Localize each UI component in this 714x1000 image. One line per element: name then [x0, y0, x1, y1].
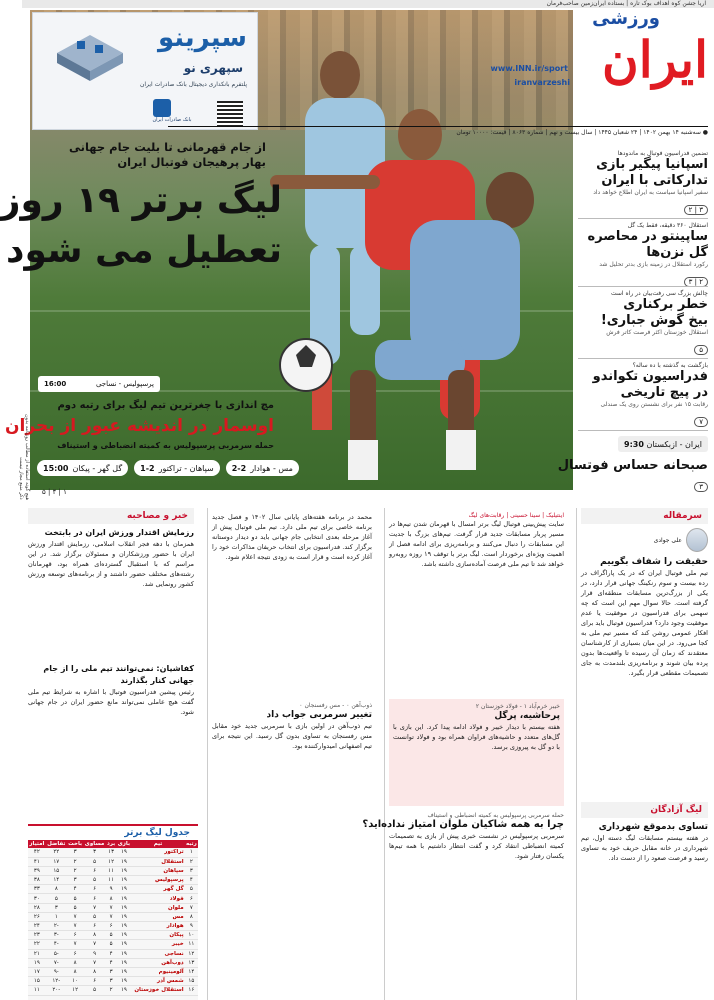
team-name: نساجی [131, 949, 184, 958]
table-row [28, 885, 198, 894]
story-dek: رکورد استقلال در زمینه بازی بدتر تحلیل شد [599, 261, 708, 268]
table-cell: ۹ [185, 922, 198, 931]
table-cell: ۸ [46, 885, 67, 894]
team-name: هوادار [131, 922, 184, 931]
league-header-cell: امتیاز [29, 841, 45, 847]
team-name: گل گهر [131, 885, 184, 894]
table-cell: -۲ [46, 922, 67, 931]
table-cell: -۳ [46, 931, 67, 940]
article-kicker: حمله سرمربی پرسپولیس به کمیته انضباطی و استیناف [427, 812, 564, 819]
team-name: ذوب‌آهن [131, 958, 184, 967]
table-cell: ۳۰ [28, 894, 46, 903]
second-dek: حمله سرمربی پرسپولیس به کمیته انضباطی و استیناف [57, 441, 274, 450]
author-name: علی جوادی [653, 536, 682, 544]
story-kicker: تضمین فدراسیون فوتبال به ماندودها [617, 150, 708, 157]
table-cell: ۱۴ [185, 967, 198, 976]
table-cell: ۳ [67, 848, 84, 857]
table-cell: ۱۳ [106, 848, 117, 857]
team-name: مس [131, 912, 184, 921]
match-result: ذوب‌آهن ۰ - مس رفسنجان ۰ [299, 702, 372, 709]
table-cell: ۱۲ [67, 986, 84, 995]
table-cell: ۱۱ [185, 940, 198, 949]
article-title[interactable]: تساوی بدموقع شهرداری [598, 822, 708, 832]
team-name: خیبر [131, 940, 184, 949]
table-cell: ۵ [46, 894, 67, 903]
news-column-3 [207, 508, 372, 1000]
building-illustration [47, 23, 133, 81]
story-kicker: چالش بزرگ سی رفت‌بیان در راه است [611, 290, 708, 297]
table-cell: ۸ [67, 967, 84, 976]
team-name: ملوان [131, 903, 184, 912]
table-cell: ۴ [106, 958, 117, 967]
story-page: ۲ | ۳ [684, 205, 708, 215]
score-teams: سپاهان - تراکتور [158, 463, 214, 473]
lead-headline-line1[interactable]: لیگ برتر ۱۹ روز [0, 180, 282, 221]
sidebar-story[interactable] [578, 150, 708, 216]
top-strip: آریا جشن کوه اهداف بوک تاره | بستاده ایران‌زمین صاحب‌فرمان [22, 0, 714, 8]
table-row [28, 912, 198, 921]
table-cell: ۲ [67, 857, 84, 866]
league-header-cell: برد [106, 841, 116, 847]
table-cell: -۷ [46, 958, 67, 967]
logo-subtitle: ورزشی [592, 8, 660, 29]
table-cell: ۱۹ [28, 958, 46, 967]
table-row [28, 848, 198, 857]
table-cell: ۸ [185, 912, 198, 921]
team-name: پرسپولیس [131, 876, 184, 885]
table-row [28, 894, 198, 903]
logo-main: ایران [601, 30, 708, 89]
site-url[interactable]: www.INN.ir/sport [490, 64, 568, 73]
table-cell: ۱۹ [116, 967, 131, 976]
table-cell: ۷ [83, 903, 105, 912]
table-cell: ۱۹ [116, 931, 131, 940]
futsal-match-time: 9:30 [624, 439, 644, 449]
table-cell: ۵ [106, 931, 117, 940]
table-cell: ۳۳ [28, 885, 46, 894]
table-cell: ۵ [83, 912, 105, 921]
table-cell: ۷ [67, 912, 84, 921]
table-cell: ۱ [46, 912, 67, 921]
score-pill[interactable] [134, 460, 220, 476]
table-cell: ۲۲ [28, 940, 46, 949]
bank-logo-icon [153, 99, 171, 117]
section-tag: سرمقاله [581, 508, 708, 524]
table-cell: ۹ [106, 885, 117, 894]
article-body: هفته بیستم با دیدار خیبر و فولاد ادامه پیدا کرد. این بازی با گل‌های متعدد و حاشیه‌های فراوان همراه بود و فولاد توانست با دو گل به پیروزی برسد. [393, 723, 560, 751]
editorial-column [576, 508, 708, 1000]
pink-box [389, 699, 564, 806]
table-cell: ۲۶ [28, 912, 46, 921]
story-page: ۳ | ۲ [684, 277, 708, 287]
match-teams: پرسپولیس - نساجی [95, 380, 154, 388]
table-cell: ۷ [106, 912, 117, 921]
sidebar-story[interactable] [578, 290, 708, 356]
table-cell: ۱۹ [116, 885, 131, 894]
score-value: 2-2 [231, 463, 247, 473]
news-column-2 [362, 508, 564, 1000]
futsal-match-teams: ایران - ازبکستان [646, 439, 702, 449]
article-body: سایت پیش‌بینی فوتبال لیگ برتر امسال با قهرمان شدن تیم‌ها در مسیر پربار مسابقات جدید قرار گرفت. تیم‌های بزرگ با جدیت این مسابقات را دنبال می‌کنند و برنامه‌ریزی برای ادامه فصل از اهمیت ویژه‌ای برخوردار است. لیگ برتر با توقف ۱۹ روزه روبه‌رو خواهد شد تا تیم ملی فرصت آماده‌سازی داشته باشد. [389, 520, 564, 568]
table-cell: ۶ [83, 866, 105, 875]
score-value: 15:00 [43, 463, 69, 473]
table-cell: ۱۹ [116, 848, 131, 857]
table-cell: ۵ [185, 885, 198, 894]
league-header-cell: تفاضل [47, 841, 66, 847]
table-cell: ۷ [83, 940, 105, 949]
article-body: محمد در برنامه هفته‌های پایانی سال ۱۴۰۲ و فصل جدید برنامه خاصی برای تیم ملی دارد. تیم ملی فوتبال پیش از آغاز مرحله بعدی انتخابی جام جهانی باید دو دیدار دوستانه برگزار کند. فدراسیون برای انتخاب حریفان مذاکرات خود را آغاز کرده است و قرار است به زودی نتیجه اعلام شود. [212, 513, 373, 561]
table-cell: ۶ [83, 977, 105, 986]
story-title: صبحانه حساس فوتسال [557, 458, 708, 473]
score-teams: مس - هوادار [250, 463, 293, 473]
team-name: پیکان [131, 931, 184, 940]
table-cell: ۱۹ [116, 894, 131, 903]
league-table-header [28, 840, 198, 848]
table-cell: ۳ [83, 848, 105, 857]
team-name: استقلال خوزستان [131, 986, 184, 995]
table-cell: ۲ [67, 866, 84, 875]
table-cell: ۱۴ [46, 876, 67, 885]
page-numbers: ۵ | ۴ | ۱ [42, 488, 67, 496]
match-time: 16:00 [44, 380, 67, 388]
table-cell: ۸ [106, 894, 117, 903]
article-body: تیم ذوب‌آهن در اولین بازی با سرمربی جدید خود مقابل مس رفسنجان به تساوی بدون گل رسید. این نتیجه برای تیم اصفهانی امیدوارکننده بود. [212, 722, 372, 750]
table-cell: ۱۷ [46, 857, 67, 866]
table-cell: ۴ [185, 876, 198, 885]
score-teams: گل گهر - پیکان [72, 463, 123, 473]
match-tag [38, 376, 160, 392]
table-row [28, 866, 198, 875]
league-table-title: جدول لیگ برتر [28, 826, 198, 840]
table-cell: ۱۱ [28, 986, 46, 995]
article-title[interactable]: کفاشیان: نمی‌توانند تیم ملی را از جام جهانی کنار بگذارند [43, 664, 194, 685]
sidebar-story[interactable] [578, 222, 708, 288]
article-title[interactable]: تغییر سرمربی جواب داد [266, 710, 372, 720]
article-body: همزمان با دهه فجر انقلاب اسلامی، رزمایش اقتدار ورزش ایران با حضور ورزشکاران و مسئولان برگزار شد. در این مراسم که با استقبال گسترده‌ای همراه بود، قهرمانان رشته‌های مختلف حضور داشتند و از برنامه‌های توسعه ورزش کشور رونمایی شد. [28, 540, 194, 588]
news-column-4 [28, 508, 197, 1000]
table-row [28, 903, 198, 912]
table-cell: ۱۵ [185, 977, 198, 986]
table-cell: ۳ [106, 967, 117, 976]
table-cell: -۱۲ [46, 977, 67, 986]
story-kicker: استقلال ۳۶۰ دقیقه، فقط یک گل [627, 222, 708, 229]
table-cell: ۸ [83, 967, 105, 976]
article-body: سرمربی پرسپولیس در نشست خبری پیش از بازی به تصمیمات کمیته انضباطی انتقاد کرد و گفت انتظار داشتیم با همه تیم‌ها یکسان رفتار شود. [389, 832, 564, 860]
story-title: فدراسیون تکواندو [592, 369, 708, 384]
table-cell: ۱۹ [116, 949, 131, 958]
story-title: اسپانیا پیگیر بازی [596, 157, 708, 172]
table-cell: ۱۹ [116, 876, 131, 885]
score-pill[interactable] [226, 460, 299, 476]
table-cell: ۱۲ [185, 949, 198, 958]
second-headline[interactable]: اوسمار در اندیشه عبور از بحران [5, 416, 274, 436]
dateline: ● سه‌شنبه ۱۴ بهمن ۱۴۰۲ | ۲۴ شعبان ۱۴۴۵ | سال بیست و نهم | شماره ۸۰۶۳ | قیمت: ۱۰۰۰۰ تومان [168, 126, 708, 136]
table-cell: ۱۳ [185, 958, 198, 967]
table-cell: ۹ [83, 949, 105, 958]
table-cell: ۷ [83, 958, 105, 967]
sidebar-story[interactable] [578, 362, 708, 428]
table-row [28, 949, 198, 958]
story-title-line2: بیخ گوش جباری! [600, 313, 708, 328]
table-cell: ۱۵ [46, 866, 67, 875]
table-cell: ۶ [83, 885, 105, 894]
table-row [28, 940, 198, 949]
table-cell: ۲۸ [28, 903, 46, 912]
article-title[interactable]: رزمایش اقتدار ورزش ایران در بابتخت [44, 528, 194, 537]
divider [578, 218, 708, 219]
team-name: آلومینیوم [131, 967, 184, 976]
table-cell: -۹ [46, 967, 67, 976]
table-cell: ۱ [185, 848, 198, 857]
story-page: ۳ [694, 482, 708, 492]
story-dek: استقلال خوزستان اکثر فرصت کاتر فرش [606, 329, 708, 336]
table-cell: ۱۱ [106, 876, 117, 885]
match-result: خیبر خرم‌آباد ۱ - فولاد خوزستان ۲ [475, 703, 560, 710]
team-name: استقلال [131, 857, 184, 866]
table-cell: ۳ [67, 876, 84, 885]
table-cell: ۲ [106, 986, 117, 995]
table-cell: ۱۹ [116, 912, 131, 921]
lead-kicker [26, 140, 266, 170]
sidebar-story[interactable] [557, 458, 708, 493]
table-cell: ۳ [46, 903, 67, 912]
ad-brand-name: سپرینو [157, 23, 247, 53]
table-cell: ۲۱ [28, 949, 46, 958]
score-value: 1-2 [140, 463, 155, 473]
lead-kicker-line2: بهار پرهیجان فوتبال ایران [117, 155, 266, 169]
table-row [28, 986, 198, 995]
qr-code-icon[interactable] [217, 101, 243, 127]
league-header-cell: بازی [117, 841, 131, 847]
table-cell: ۶ [67, 949, 84, 958]
author-avatar [686, 528, 708, 552]
table-cell: ۷ [67, 922, 84, 931]
table-cell: ۲۴ [28, 922, 46, 931]
story-page: ۵ [694, 345, 708, 355]
table-cell: ۷ [185, 903, 198, 912]
social-handle[interactable]: iranvarzeshi [514, 78, 570, 87]
table-cell: ۱۹ [116, 922, 131, 931]
lead-headline-line2[interactable]: تعطیل می شود [6, 230, 282, 271]
table-cell: ۱۷ [28, 967, 46, 976]
league-table-box [28, 824, 198, 1000]
table-cell: ۵ [106, 940, 117, 949]
table-row [28, 977, 198, 986]
table-row [28, 857, 198, 866]
league-table-body [28, 848, 198, 995]
divider [578, 286, 708, 287]
table-row [28, 922, 198, 931]
article-kicker: اینتیلیک | سینا حسینی | رقابت‌های لیگ [468, 512, 564, 519]
table-row [28, 931, 198, 940]
table-row [28, 876, 198, 885]
table-cell: ۴۱ [28, 857, 46, 866]
table-cell: ۳ [106, 977, 117, 986]
league-table [28, 840, 198, 996]
story-title-line2: گل نزن‌ها [646, 245, 708, 260]
table-cell: ۱۶ [185, 986, 198, 995]
table-cell: ۱۱ [106, 866, 117, 875]
story-kicker: بازگشت به گذشته با ده ساله؟ [632, 362, 708, 369]
table-row [28, 958, 198, 967]
table-cell: -۴ [46, 940, 67, 949]
vertical-notice: هیچ گونه استفاده از مطالب روزنامه بدون ذکر منبع مجاز نیست [18, 413, 30, 500]
team-name: تراکتور [131, 848, 184, 857]
table-cell: ۱۰ [67, 977, 84, 986]
ad-description: پلتفرم بانکداری دیجیتال بانک صادرات ایران [139, 81, 247, 88]
table-cell: ۶ [67, 931, 84, 940]
article-body: در هفته بیستم مسابقات لیگ دسته اول، تیم شهرداری در خانه مقابل حریف خود به تساوی رسید و فرصت صعود را از دست داد. [581, 834, 708, 862]
league-header-cell: رتبه [185, 841, 197, 847]
table-cell: ۲۲ [46, 848, 67, 857]
section-tag: خبر و مصاحبه [28, 508, 194, 524]
score-row [37, 460, 293, 476]
second-kicker: مچ اندازی با چغرترین تیم لیگ برای رتبه دوم [57, 400, 274, 411]
table-cell: ۶ [106, 922, 117, 931]
table-cell: ۸ [67, 958, 84, 967]
author-row [581, 528, 708, 552]
table-cell: ۲۳ [28, 931, 46, 940]
table-cell: ۳ [185, 866, 198, 875]
table-cell: ۵ [83, 986, 105, 995]
league-header-cell: مساوی [84, 841, 105, 847]
article-body: رئیس پیشین فدراسیون فوتبال با اشاره به شرایط تیم ملی گفت هیچ عاملی نمی‌تواند مانع حضور ایران در جام جهانی شود. [28, 688, 194, 716]
table-cell: ۱۹ [116, 857, 131, 866]
table-cell: ۱۹ [116, 986, 131, 995]
table-cell: ۷ [67, 940, 84, 949]
table-cell: ۱۹ [116, 977, 131, 986]
divider [578, 358, 708, 359]
team-name: شمس آذر [131, 977, 184, 986]
table-cell: ۱۹ [116, 958, 131, 967]
table-cell: ۱۹ [116, 866, 131, 875]
article-title[interactable]: چرا به همه شاکیان ملوان امتیاز نداده‌اید؟ [362, 819, 564, 830]
table-cell: ۸ [83, 931, 105, 940]
team-name: سپاهان [131, 866, 184, 875]
story-title: ساپینتو در محاصره [587, 229, 708, 244]
bank-advertisement[interactable] [32, 12, 258, 130]
table-cell: ۳۸ [28, 876, 46, 885]
table-cell: ۶ [83, 894, 105, 903]
table-row [28, 967, 198, 976]
table-cell: ۱۲ [106, 857, 117, 866]
story-title-line2: تدارکاتی با ایران [601, 173, 708, 188]
article-title[interactable]: پرحاشیه، پرگل [494, 711, 560, 721]
table-cell: ۳۹ [28, 866, 46, 875]
table-cell: ۲ [185, 857, 198, 866]
story-title-line2: در پیچ تاریخی [620, 385, 708, 400]
table-cell: ۵ [67, 903, 84, 912]
table-cell: ۱۹ [116, 940, 131, 949]
score-pill[interactable] [37, 460, 128, 476]
story-dek: سفیر اسپانیا سیاست به ایران اطلاع خواهد داد [593, 189, 708, 196]
section-tag: لیگ آزادگان [581, 802, 708, 818]
table-cell: ۶ [83, 922, 105, 931]
table-cell: ۴ [106, 949, 117, 958]
divider [578, 430, 708, 431]
bank-name: بانک صادرات ایران [152, 117, 192, 123]
table-cell: ۶ [185, 894, 198, 903]
story-title: خطر برکناری [623, 297, 708, 312]
lead-kicker-line1: از جام قهرمانی تا بلیت جام جهانی [69, 140, 266, 154]
league-header-cell: باخت [68, 841, 83, 847]
editorial-body: تیم ملی فوتبال ایران که در یک پاراگراف در رده بیست و سوم رنکینگ جهانی قرار دارد، در یکی از بزرگ‌ترین مسابقات منطقه‌ای قرار گرفته است. حالا سوال مهم این است که چه سهمی برای فدراسیون در موفقیت یا عدم موفقیت وجود دارد؟ فدراسیون فوتبال باید برای افکار عمومی روشن کند که مسیر تیم ملی به کجا می‌رود. در این میان بسیاری از کارشناسان معتقدند که زمان آن رسیده تا واقعیت‌ها بدون پرده بیان شوند و برنامه‌ریزی بلندمدت به جای تصمیمات مقطعی قرار بگیرد. [581, 569, 708, 677]
table-cell: ۱۰ [185, 931, 198, 940]
story-page: ۷ [694, 417, 708, 427]
ad-subtitle: سپهری نو [183, 61, 243, 75]
lower-section [22, 508, 714, 1000]
table-cell: ۷ [106, 903, 117, 912]
league-header-cell: تیم [131, 840, 184, 848]
table-cell: ۵ [83, 857, 105, 866]
story-dek: رقابت ۱۵ نفر برای نشستن روی یک صندلی [600, 401, 708, 408]
table-cell: -۲۰ [46, 986, 67, 995]
table-cell: ۱۹ [116, 903, 131, 912]
table-cell: ۴ [67, 885, 84, 894]
futsal-match-tag [618, 436, 708, 452]
table-cell: ۵ [83, 876, 105, 885]
table-cell: ۱۵ [28, 977, 46, 986]
table-cell: ۴۲ [28, 848, 46, 857]
editorial-title[interactable]: حقیقت را شفاف بگوییم [600, 557, 708, 567]
table-cell: ۵ [67, 894, 84, 903]
table-cell: -۵ [46, 949, 67, 958]
team-name: فولاد [131, 894, 184, 903]
